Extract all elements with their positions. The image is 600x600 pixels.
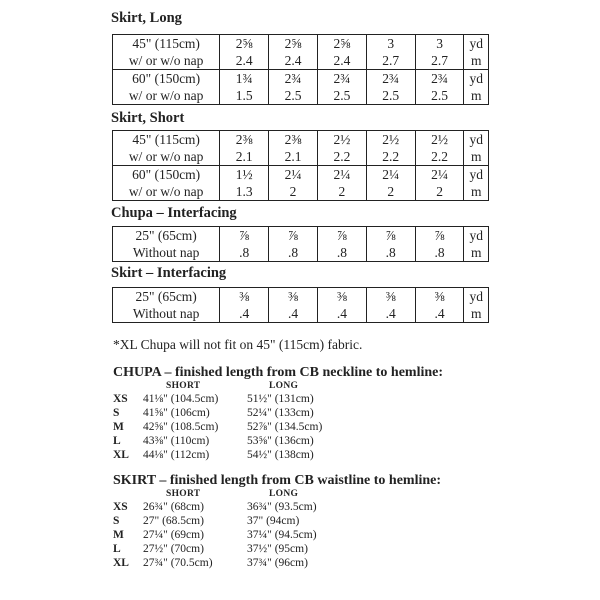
yardage-yd: ⅞ bbox=[385, 228, 396, 243]
unit-yd: yd bbox=[469, 228, 483, 243]
size-cell bbox=[269, 288, 318, 323]
fabric-width-cell bbox=[113, 166, 220, 201]
fabric-width-label: 45" (115cm) bbox=[132, 132, 200, 147]
unit-m: m bbox=[470, 149, 482, 164]
yardage-m: .8 bbox=[287, 245, 299, 260]
size-cell bbox=[220, 166, 269, 201]
size-cell bbox=[220, 70, 269, 105]
yardage-yd: 2¾ bbox=[382, 71, 400, 86]
short-length: 27" (68.5cm) bbox=[143, 515, 204, 527]
short-length: 27¼" (69cm) bbox=[143, 529, 204, 541]
yardage-yd: 1¾ bbox=[235, 71, 253, 86]
size-cell bbox=[415, 131, 464, 166]
nap-label: w/ or w/o nap bbox=[128, 88, 204, 103]
size-cell bbox=[415, 70, 464, 105]
size-cell bbox=[220, 227, 269, 262]
unit-cell bbox=[464, 131, 489, 166]
yardage-yd: 2⅝ bbox=[333, 36, 351, 51]
size-cell bbox=[317, 227, 366, 262]
unit-m: m bbox=[470, 306, 482, 321]
yardage-yd: 1½ bbox=[235, 167, 253, 182]
fabric-width-cell bbox=[113, 131, 220, 166]
table-row bbox=[113, 131, 489, 166]
yardage-yd: ⅜ bbox=[336, 289, 347, 304]
fabric-width-label: 60" (150cm) bbox=[132, 71, 201, 86]
unit-cell bbox=[464, 227, 489, 262]
yardage-m: 2.1 bbox=[284, 149, 302, 164]
yardage-m: 2 bbox=[387, 184, 395, 199]
unit-cell bbox=[464, 35, 489, 70]
fabric-width-label: 45" (115cm) bbox=[132, 36, 200, 51]
nap-label: w/ or w/o nap bbox=[128, 53, 204, 68]
short-length: 42⅝" (108.5cm) bbox=[143, 421, 219, 433]
size-label: L bbox=[113, 435, 121, 447]
yardage-yd: 2¼ bbox=[382, 167, 400, 182]
yardage-m: .8 bbox=[336, 245, 347, 260]
long-length: 37¾" (96cm) bbox=[247, 557, 308, 569]
unit-yd: yd bbox=[469, 71, 483, 86]
yardage-m: 1.5 bbox=[235, 88, 253, 103]
long-length: 37½" (95cm) bbox=[247, 543, 308, 555]
size-cell bbox=[220, 288, 269, 323]
table-row bbox=[113, 35, 489, 70]
yardage-m: 2.5 bbox=[333, 88, 351, 103]
short-length: 26¾" (68cm) bbox=[143, 501, 204, 513]
nap-label: w/ or w/o nap bbox=[128, 184, 204, 199]
size-cell bbox=[366, 70, 415, 105]
yardage-m: .4 bbox=[385, 306, 396, 321]
long-length: 37" (94cm) bbox=[247, 515, 300, 527]
skirt-length-title: SKIRT – finished length from CB waistline to hemline: bbox=[113, 473, 442, 488]
yardage-m: 2.4 bbox=[235, 53, 253, 68]
size-label: XS bbox=[113, 501, 128, 513]
yardage-yd: 3 bbox=[387, 36, 395, 51]
size-cell bbox=[415, 288, 464, 323]
size-label: XL bbox=[113, 557, 129, 569]
long-length: 52⅞" (134.5cm) bbox=[247, 421, 323, 433]
size-cell bbox=[317, 288, 366, 323]
yardage-table-skirt-interfacing bbox=[112, 287, 489, 323]
unit-yd: yd bbox=[469, 132, 483, 147]
yardage-m: 2.7 bbox=[382, 53, 400, 68]
chupa-length-title: CHUPA – finished length from CB neckline to hemline: bbox=[113, 365, 444, 380]
yardage-yd: 2¾ bbox=[333, 71, 351, 86]
yardage-m: 2.5 bbox=[431, 88, 448, 103]
xl-chupa-note: *XL Chupa will not fit on 45" (115cm) fabric. bbox=[113, 337, 363, 352]
yardage-m: .8 bbox=[239, 245, 250, 260]
short-length: 27½" (70cm) bbox=[143, 543, 204, 555]
size-cell bbox=[366, 288, 415, 323]
yardage-m: 2.7 bbox=[431, 53, 448, 68]
unit-yd: yd bbox=[469, 36, 483, 51]
size-cell bbox=[269, 131, 318, 166]
unit-yd: yd bbox=[469, 289, 483, 304]
yardage-m: 2.1 bbox=[235, 149, 253, 164]
unit-m: m bbox=[470, 88, 482, 103]
long-length: 52¼" (133cm) bbox=[247, 407, 314, 419]
yardage-yd: 2¼ bbox=[284, 167, 302, 182]
yardage-yd: ⅞ bbox=[336, 228, 347, 243]
size-cell bbox=[269, 227, 318, 262]
yardage-yd: 2¼ bbox=[333, 167, 351, 182]
fabric-width-label: 60" (150cm) bbox=[132, 167, 201, 182]
table-row bbox=[113, 166, 489, 201]
size-label: S bbox=[113, 515, 120, 527]
size-cell bbox=[415, 35, 464, 70]
section-title-skirt-interfacing: Skirt – Interfacing bbox=[111, 265, 227, 281]
long-length: 51½" (131cm) bbox=[247, 393, 314, 405]
unit-yd: yd bbox=[469, 167, 483, 182]
yardage-yd: ⅜ bbox=[287, 289, 299, 304]
long-length: 36¾" (93.5cm) bbox=[247, 501, 317, 513]
yardage-yd: 2¾ bbox=[431, 71, 448, 86]
size-cell bbox=[415, 166, 464, 201]
size-cell bbox=[415, 227, 464, 262]
size-cell bbox=[366, 227, 415, 262]
skirt-short-header: SHORT bbox=[166, 489, 201, 499]
size-label: M bbox=[113, 421, 124, 433]
yardage-yd: ⅜ bbox=[385, 289, 396, 304]
yardage-yd: ⅞ bbox=[434, 228, 445, 243]
size-cell bbox=[317, 70, 366, 105]
yardage-m: 1.3 bbox=[235, 184, 253, 199]
yardage-m: 2.5 bbox=[382, 88, 400, 103]
size-cell bbox=[366, 131, 415, 166]
yardage-m: .8 bbox=[434, 245, 445, 260]
size-label: L bbox=[113, 543, 121, 555]
section-title-skirt-long: Skirt, Long bbox=[111, 10, 182, 26]
size-label: XS bbox=[113, 393, 128, 405]
nap-label: w/ or w/o nap bbox=[128, 149, 204, 164]
short-length: 44⅛" (112cm) bbox=[143, 449, 210, 461]
section-title-chupa-interfacing: Chupa – Interfacing bbox=[111, 205, 237, 221]
nap-label: Without nap bbox=[132, 245, 200, 260]
size-label: XL bbox=[113, 449, 129, 461]
long-length: 53⅝" (136cm) bbox=[247, 435, 314, 447]
yardage-yd: 2⅝ bbox=[284, 36, 302, 51]
unit-cell bbox=[464, 166, 489, 201]
short-length: 41⅛" (104.5cm) bbox=[143, 393, 219, 405]
yardage-yd: 2⅝ bbox=[235, 36, 253, 51]
yardage-m: 2 bbox=[436, 184, 443, 199]
yardage-m: 2.4 bbox=[333, 53, 351, 68]
size-cell bbox=[366, 35, 415, 70]
short-length: 43⅜" (110cm) bbox=[143, 435, 210, 447]
size-label: S bbox=[113, 407, 120, 419]
yardage-yd: 2¾ bbox=[284, 71, 302, 86]
unit-cell bbox=[464, 288, 489, 323]
table-row bbox=[113, 227, 489, 262]
fabric-width-cell bbox=[113, 227, 220, 262]
yardage-table-skirt-short bbox=[112, 130, 489, 201]
yardage-yd: 2⅜ bbox=[284, 132, 302, 147]
size-cell bbox=[269, 70, 318, 105]
size-cell bbox=[317, 35, 366, 70]
yardage-table-chupa-interfacing bbox=[112, 226, 489, 262]
yardage-yd: 2⅜ bbox=[235, 132, 253, 147]
fabric-width-cell bbox=[113, 35, 220, 70]
yardage-yd: 2½ bbox=[333, 132, 351, 147]
size-label: M bbox=[113, 529, 124, 541]
nap-label: Without nap bbox=[132, 306, 200, 321]
short-length: 27¾" (70.5cm) bbox=[143, 557, 213, 569]
yardage-m: .4 bbox=[287, 306, 299, 321]
long-length: 54½" (138cm) bbox=[247, 449, 314, 461]
yardage-m: 2 bbox=[289, 184, 297, 199]
table-row bbox=[113, 70, 489, 105]
long-length: 37¼" (94.5cm) bbox=[247, 529, 317, 541]
size-cell bbox=[317, 131, 366, 166]
size-cell bbox=[269, 166, 318, 201]
fabric-width-cell bbox=[113, 288, 220, 323]
size-cell bbox=[366, 166, 415, 201]
yardage-m: 2.4 bbox=[284, 53, 302, 68]
yardage-m: 2.5 bbox=[284, 88, 302, 103]
yardage-yd: ⅞ bbox=[287, 228, 299, 243]
chupa-short-header: SHORT bbox=[166, 381, 201, 391]
table-row bbox=[113, 288, 489, 323]
yardage-m: 2.2 bbox=[382, 149, 400, 164]
yardage-yd: ⅜ bbox=[239, 289, 250, 304]
yardage-m: .4 bbox=[434, 306, 445, 321]
yardage-table-skirt-long bbox=[112, 34, 489, 105]
yardage-m: 2 bbox=[338, 184, 346, 199]
yardage-yd: ⅜ bbox=[434, 289, 445, 304]
chupa-long-header: LONG bbox=[269, 381, 299, 391]
yardage-yd: ⅞ bbox=[239, 228, 250, 243]
yardage-m: .8 bbox=[385, 245, 396, 260]
size-cell bbox=[317, 166, 366, 201]
yardage-yd: 2¼ bbox=[431, 167, 448, 182]
unit-m: m bbox=[470, 53, 482, 68]
yardage-m: 2.2 bbox=[333, 149, 351, 164]
yardage-yd: 2½ bbox=[431, 132, 448, 147]
size-cell bbox=[269, 35, 318, 70]
unit-m: m bbox=[470, 184, 482, 199]
short-length: 41⅝" (106cm) bbox=[143, 407, 210, 419]
unit-m: m bbox=[470, 245, 482, 260]
fabric-width-label: 25" (65cm) bbox=[135, 289, 197, 304]
yardage-m: 2.2 bbox=[431, 149, 448, 164]
yardage-m: .4 bbox=[336, 306, 347, 321]
size-cell bbox=[220, 131, 269, 166]
yardage-yd: 3 bbox=[436, 36, 443, 51]
fabric-width-cell bbox=[113, 70, 220, 105]
size-cell bbox=[220, 35, 269, 70]
unit-cell bbox=[464, 70, 489, 105]
skirt-long-header: LONG bbox=[269, 489, 299, 499]
fabric-width-label: 25" (65cm) bbox=[135, 228, 197, 243]
section-title-skirt-short: Skirt, Short bbox=[111, 110, 185, 126]
yardage-yd: 2½ bbox=[382, 132, 400, 147]
yardage-m: .4 bbox=[239, 306, 250, 321]
